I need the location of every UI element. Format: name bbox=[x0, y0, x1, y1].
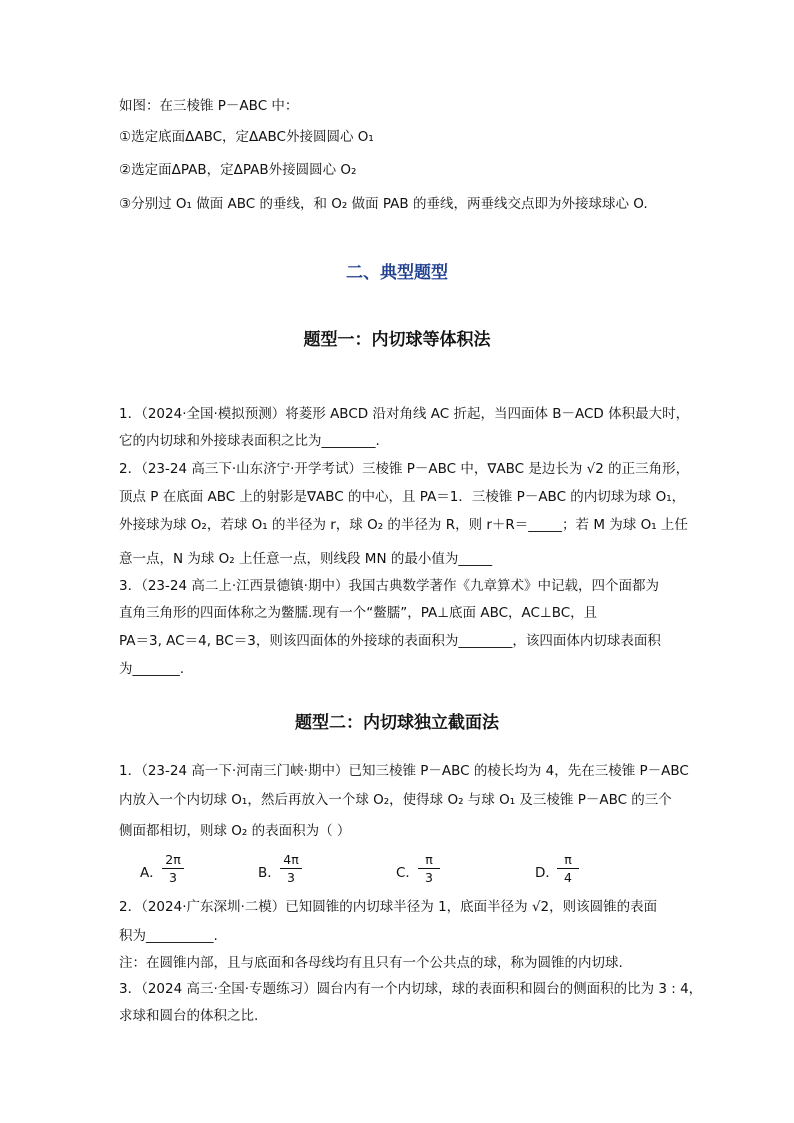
type2-q2-line-2: 积为__________. bbox=[119, 928, 218, 944]
fraction-bar bbox=[418, 868, 440, 869]
type1-q1-line-2: 它的内切球和外接球表面积之比为________. bbox=[119, 433, 380, 449]
type1-q2-line-3: 外接球为球 O₂，若球 O₁ 的半径为 r，球 O₂ 的半径为 R，则 r＋R＝_____；若 M 为球 O₁ 上任 bbox=[119, 517, 688, 533]
type2-note: 注：在圆锥内部，且与底面和各母线均有且只有一个公共点的球，称为圆锥的内切球. bbox=[119, 955, 623, 971]
fraction-bar bbox=[162, 868, 184, 869]
option-c-letter: C． bbox=[396, 865, 419, 881]
option-c-fraction bbox=[418, 852, 440, 885]
type2-q2-line-1: 2．（2024·广东深圳·二模）已知圆锥的内切球半径为 1，底面半径为 √2，则该圆锥的表面 bbox=[119, 899, 658, 915]
type1-q3-line-2: 直角三角形的四面体称之为鳖臑.现有一个“鳖臑”，PA⊥底面 ABC，AC⊥BC，且 bbox=[119, 605, 598, 621]
option-d-letter: D． bbox=[535, 865, 559, 881]
intro-line-1: 如图：在三棱锥 P－ABC 中： bbox=[119, 98, 299, 114]
type1-q1-line-1: 1．（2024·全国·模拟预测）将菱形 ABCD 沿对角线 AC 折起，当四面体 B－ACD 体积最大时， bbox=[119, 406, 690, 422]
option-d-fraction bbox=[557, 852, 579, 885]
option-a-numerator: 2π bbox=[165, 852, 181, 867]
type1-q2-line-1: 2．（23-24 高三下·山东济宁·开学考试）三棱锥 P－ABC 中，∇ABC 是边长为 √2 的正三角形， bbox=[119, 461, 690, 477]
option-b-denominator: 3 bbox=[287, 870, 295, 885]
option-a-letter: A． bbox=[140, 865, 163, 881]
type1-q3-line-1: 3．（23-24 高二上·江西景德镇·期中）我国古典数学著作《九章算术》中记载，四个面都为 bbox=[119, 578, 659, 594]
type1-title: 题型一：内切球等体积法 bbox=[303, 330, 491, 350]
option-d-numerator: π bbox=[564, 852, 572, 867]
answer-options bbox=[140, 852, 620, 888]
option-c-denominator: 3 bbox=[425, 870, 433, 885]
intro-line-3: ②选定面ΔPAB，定ΔPAB外接圆圆心 O₂ bbox=[119, 162, 357, 178]
option-a-fraction bbox=[162, 852, 184, 885]
type2-q1-line-2: 内放入一个内切球 O₁，然后再放入一个球 O₂，使得球 O₂ 与球 O₁ 及三棱锥 P－ABC 的三个 bbox=[119, 792, 672, 808]
fraction-bar bbox=[280, 868, 302, 869]
option-b-numerator: 4π bbox=[283, 852, 299, 867]
section-title: 二、典型题型 bbox=[346, 263, 448, 283]
type1-q3-line-3: PA＝3, AC＝4, BC＝3，则该四面体的外接球的表面积为________，该四面体内切球表面积 bbox=[119, 633, 661, 649]
option-d-denominator: 4 bbox=[564, 870, 572, 885]
option-c-numerator: π bbox=[425, 852, 433, 867]
fraction-bar bbox=[557, 868, 579, 869]
type2-q3-line-1: 3．（2024 高三·全国·专题练习）圆台内有一个内切球，球的表面积和圆台的侧面积的比为 3 : 4， bbox=[119, 981, 703, 997]
type2-q1-line-1: 1．（23-24 高一下·河南三门峡·期中）已知三棱锥 P－ABC 的棱长均为 4，先在三棱锥 P－ABC bbox=[119, 763, 689, 779]
option-a-denominator: 3 bbox=[169, 870, 177, 885]
intro-line-2: ①选定底面ΔABC，定ΔABC外接圆圆心 O₁ bbox=[119, 129, 374, 145]
type1-q3-line-4: 为_______. bbox=[119, 661, 185, 677]
intro-line-4: ③分别过 O₁ 做面 ABC 的垂线，和 O₂ 做面 PAB 的垂线，两垂线交点即为外接球球心 O. bbox=[119, 196, 648, 212]
option-b-fraction bbox=[280, 852, 302, 885]
type2-title: 题型二：内切球独立截面法 bbox=[295, 713, 499, 733]
option-b-letter: B． bbox=[258, 865, 281, 881]
type1-q2-line-4: 意一点，N 为球 O₂ 上任意一点，则线段 MN 的最小值为_____ bbox=[119, 551, 493, 567]
type2-q3-line-2: 求球和圆台的体积之比. bbox=[119, 1008, 259, 1024]
type1-q2-line-2: 顶点 P 在底面 ABC 上的射影是∇ABC 的中心，且 PA＝1．三棱锥 P－ABC 的内切球为球 O₁， bbox=[119, 489, 686, 505]
type2-q1-line-3: 侧面都相切，则球 O₂ 的表面积为（ ） bbox=[119, 823, 351, 839]
